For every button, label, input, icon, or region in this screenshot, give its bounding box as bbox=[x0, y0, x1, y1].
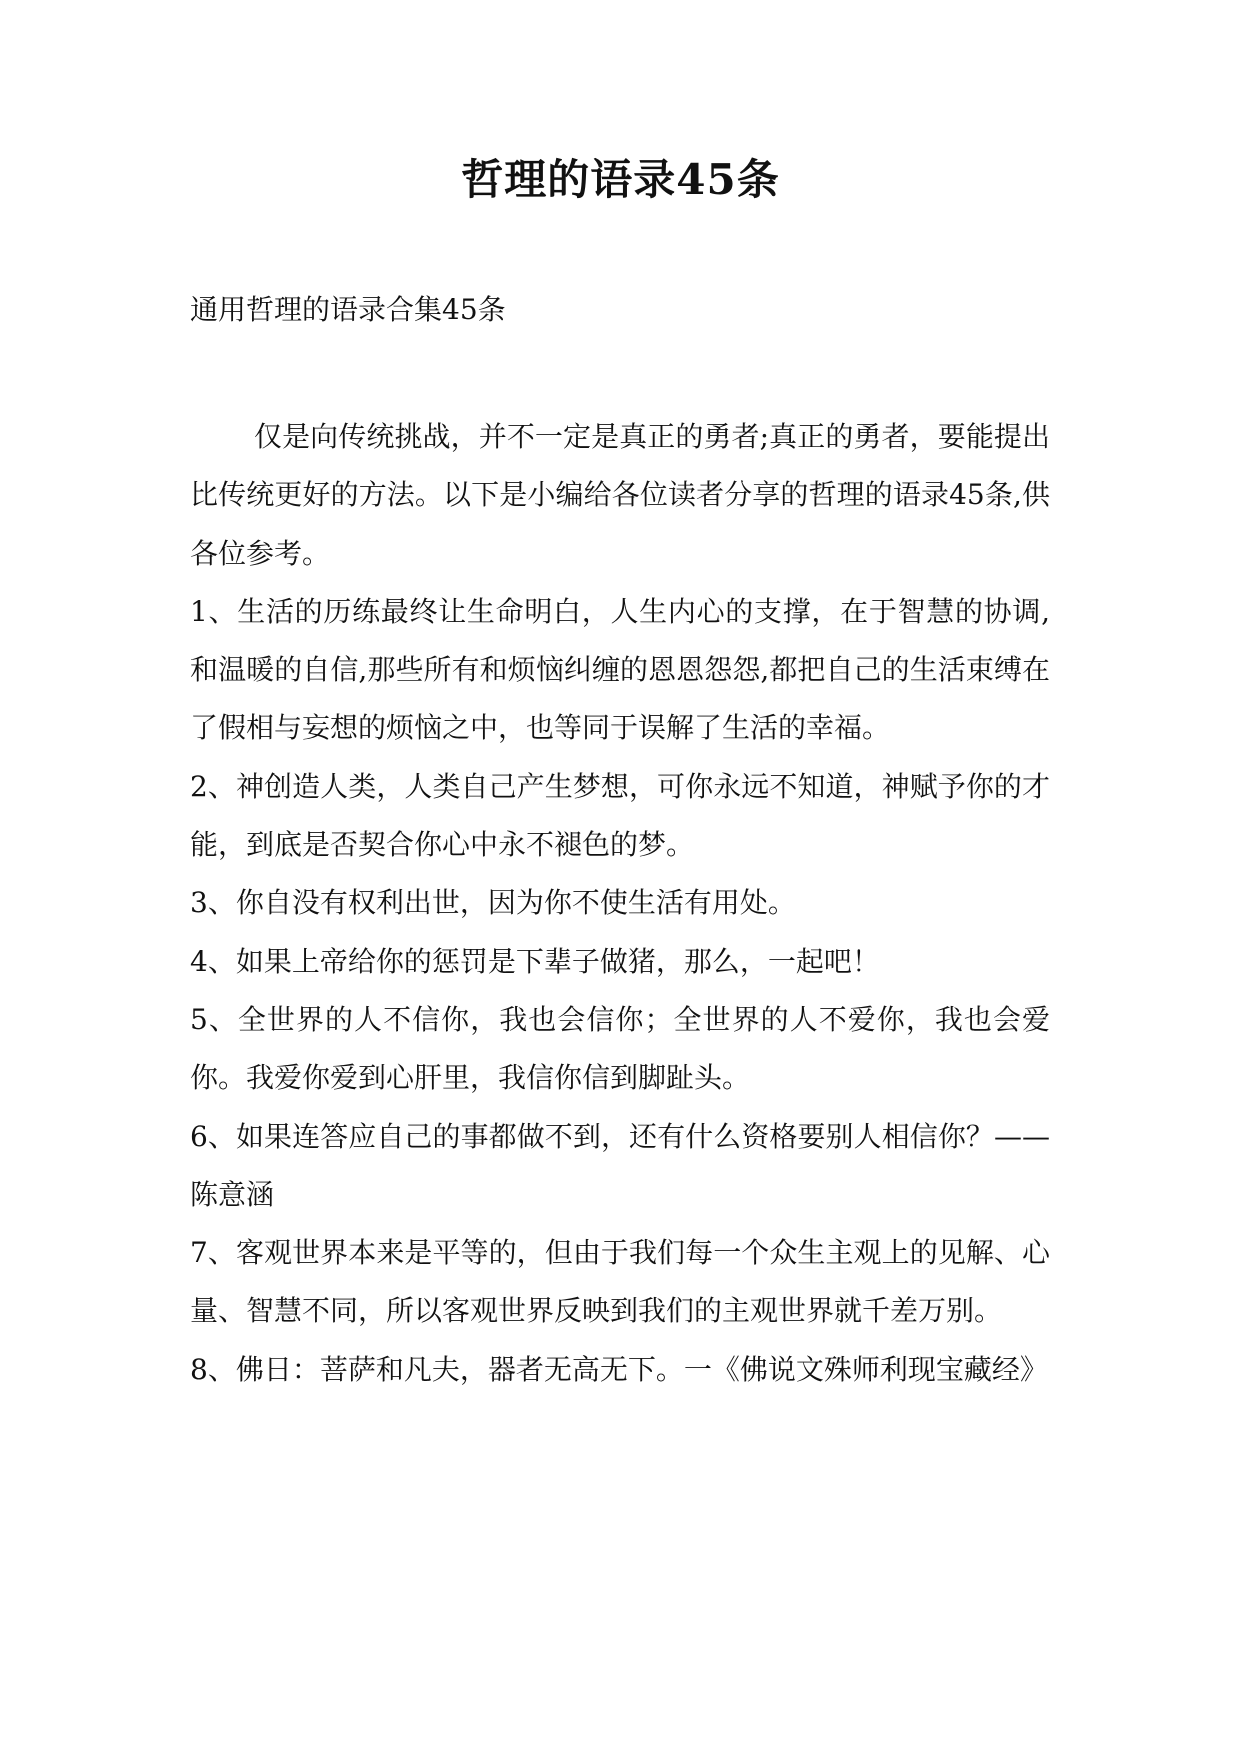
intro-paragraph: 仅是向传统挑战，并不一定是真正的勇者;真正的勇者，要能提出比传统更好的方法。以下是小编给各位读者分享的哲理的语录45条,供各位参考。 bbox=[190, 420, 1050, 570]
quote-item-7: 7、客观世界本来是平等的，但由于我们每一个众生主观上的见解、心量、智慧不同，所以客观世界反映到我们的主观世界就千差万别。 bbox=[190, 1236, 1050, 1328]
quote-item-2: 2、神创造人类，人类自己产生梦想，可你永远不知道，神赋予你的才能，到底是否契合你心中永不褪色的梦。 bbox=[190, 769, 1050, 862]
quote-item-1: 1、生活的历练最终让生命明白，人生内心的支撑，在于智慧的协调,和温暖的自信,那些所有和烦恼纠缠的恩恩怨怨,都把自己的生活束缚在了假相与妄想的烦恼之中，也等同于误解了生活的幸福。 bbox=[190, 594, 1050, 745]
quote-item-4: 4、如果上帝给你的惩罚是下辈子做猪，那么，一起吧！ bbox=[190, 944, 880, 978]
document-title: 哲理的语录45条 bbox=[461, 155, 780, 204]
quote-item-5: 5、全世界的人不信你，我也会信你；全世界的人不爱你，我也会爱你。我爱你爱到心肝里，我信你信到脚趾头。 bbox=[190, 1002, 1050, 1095]
document-subtitle: 通用哲理的语录合集45条 bbox=[190, 293, 506, 326]
quote-item-8: 8、佛日：菩萨和凡夫，器者无高无下。一《佛说文殊师利现宝藏经》 bbox=[190, 1352, 1048, 1386]
document-body bbox=[190, 408, 1050, 1399]
quote-item-3: 3、你自没有权利出世，因为你不使生活有用处。 bbox=[190, 886, 796, 920]
quote-item-6: 6、如果连答应自己的事都做不到，还有什么资格要别人相信你？——陈意涵 bbox=[190, 1119, 1050, 1211]
